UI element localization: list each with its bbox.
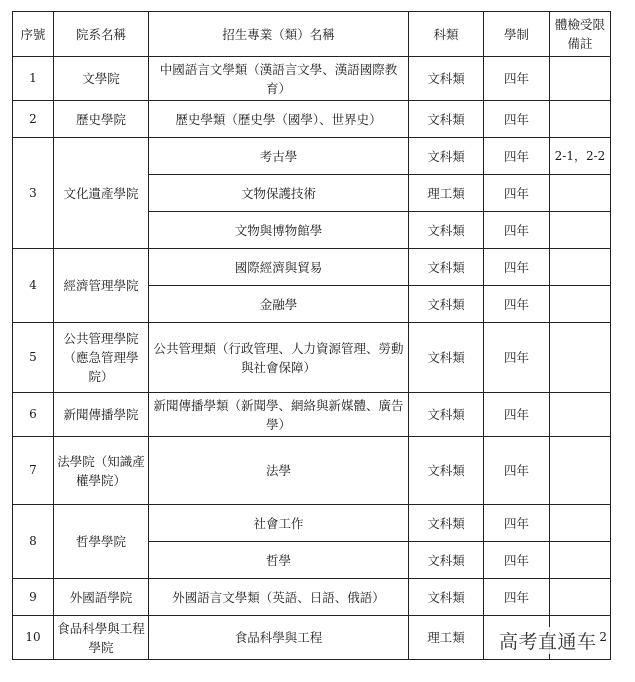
row-note: 2-1，2-2: [550, 138, 611, 175]
row-seq: 7: [13, 437, 54, 505]
admissions-table: [12, 11, 611, 660]
row-seq: 5: [13, 323, 54, 393]
row-duration: 四年: [484, 249, 550, 286]
row-school: 新聞傳播學院: [54, 393, 149, 437]
row-duration: 四年: [484, 212, 550, 249]
row-category: 文科類: [409, 286, 484, 323]
table-row: [13, 437, 611, 505]
row-school: 經濟管理學院: [54, 249, 149, 323]
row-major: 金融學: [149, 286, 409, 323]
row-major: 文物保護技術: [149, 175, 409, 212]
table-row: [13, 323, 611, 393]
row-category: 文科類: [409, 323, 484, 393]
row-major: 哲學: [149, 542, 409, 579]
row-seq: 10: [13, 616, 54, 660]
row-note: [550, 542, 611, 579]
row-duration: 四年: [484, 393, 550, 437]
row-seq: 9: [13, 579, 54, 616]
row-duration: 四年: [484, 138, 550, 175]
row-note: [550, 249, 611, 286]
row-note: [550, 57, 611, 101]
row-duration: 四年: [484, 323, 550, 393]
row-category: 文科類: [409, 57, 484, 101]
header-category: 科類: [409, 12, 484, 57]
row-seq: 3: [13, 138, 54, 249]
row-major: 國際經濟與貿易: [149, 249, 409, 286]
row-category: 文科類: [409, 212, 484, 249]
row-major: 考古學: [149, 138, 409, 175]
row-seq: 1: [13, 57, 54, 101]
row-major: 新聞傳播學類（新聞學、網絡與新媒體、廣告學）: [149, 393, 409, 437]
table-row: [13, 249, 611, 286]
row-category: 文科類: [409, 249, 484, 286]
row-school: 法學院（知識產權學院）: [54, 437, 149, 505]
table-row: [13, 579, 611, 616]
row-note: [550, 505, 611, 542]
header-note: 體檢受限備註: [550, 12, 611, 57]
row-duration: 四年: [484, 579, 550, 616]
row-category: 文科類: [409, 138, 484, 175]
row-category: 理工類: [409, 616, 484, 660]
table-row: [13, 393, 611, 437]
row-school: 食品科學與工程學院: [54, 616, 149, 660]
header-seq: 序號: [13, 12, 54, 57]
table-row: [13, 101, 611, 138]
row-duration: 四年: [484, 437, 550, 505]
row-seq: 4: [13, 249, 54, 323]
row-category: 文科類: [409, 437, 484, 505]
row-major: 法學: [149, 437, 409, 505]
watermark: 高考直通车: [496, 627, 600, 654]
row-school: 文學院: [54, 57, 149, 101]
row-major: 食品科學與工程: [149, 616, 409, 660]
row-major: 社會工作: [149, 505, 409, 542]
row-duration: 四年: [484, 57, 550, 101]
row-category: 文科類: [409, 101, 484, 138]
row-category: 文科類: [409, 393, 484, 437]
row-school: 文化遺產學院: [54, 138, 149, 249]
header-row: [13, 12, 611, 57]
row-category: 理工類: [409, 175, 484, 212]
header-duration: 學制: [484, 12, 550, 57]
row-duration: 四年: [484, 542, 550, 579]
row-category: 文科類: [409, 542, 484, 579]
row-note: [550, 212, 611, 249]
row-note: 2: [550, 616, 611, 660]
row-category: 文科類: [409, 505, 484, 542]
row-category: 文科類: [409, 579, 484, 616]
row-note: [550, 286, 611, 323]
row-school: 歷史學院: [54, 101, 149, 138]
table-row: [13, 505, 611, 542]
row-note: [550, 323, 611, 393]
row-duration: 四年: [484, 286, 550, 323]
row-school: 哲學學院: [54, 505, 149, 579]
row-duration: 四年: [484, 175, 550, 212]
row-note: [550, 101, 611, 138]
table-row: [13, 138, 611, 175]
row-seq: 6: [13, 393, 54, 437]
row-note: [550, 579, 611, 616]
header-school: 院系名稱: [54, 12, 149, 57]
row-major: 公共管理類（行政管理、人力資源管理、勞動與社會保障）: [149, 323, 409, 393]
row-seq: 2: [13, 101, 54, 138]
row-major: 外國語言文學類（英語、日語、俄語）: [149, 579, 409, 616]
row-major: 中國語言文學類（漢語言文學、漢語國際教育）: [149, 57, 409, 101]
row-school: 外國語學院: [54, 579, 149, 616]
table-row: [13, 57, 611, 101]
row-duration: 四年: [484, 101, 550, 138]
row-note: [550, 175, 611, 212]
header-major: 招生專業（類）名稱: [149, 12, 409, 57]
row-note: [550, 393, 611, 437]
row-duration: 四年: [484, 505, 550, 542]
row-note: [550, 437, 611, 505]
row-major: 歷史學類（歷史學（國學）、世界史）: [149, 101, 409, 138]
row-major: 文物與博物館學: [149, 212, 409, 249]
row-school: 公共管理學院（應急管理學院）: [54, 323, 149, 393]
row-seq: 8: [13, 505, 54, 579]
